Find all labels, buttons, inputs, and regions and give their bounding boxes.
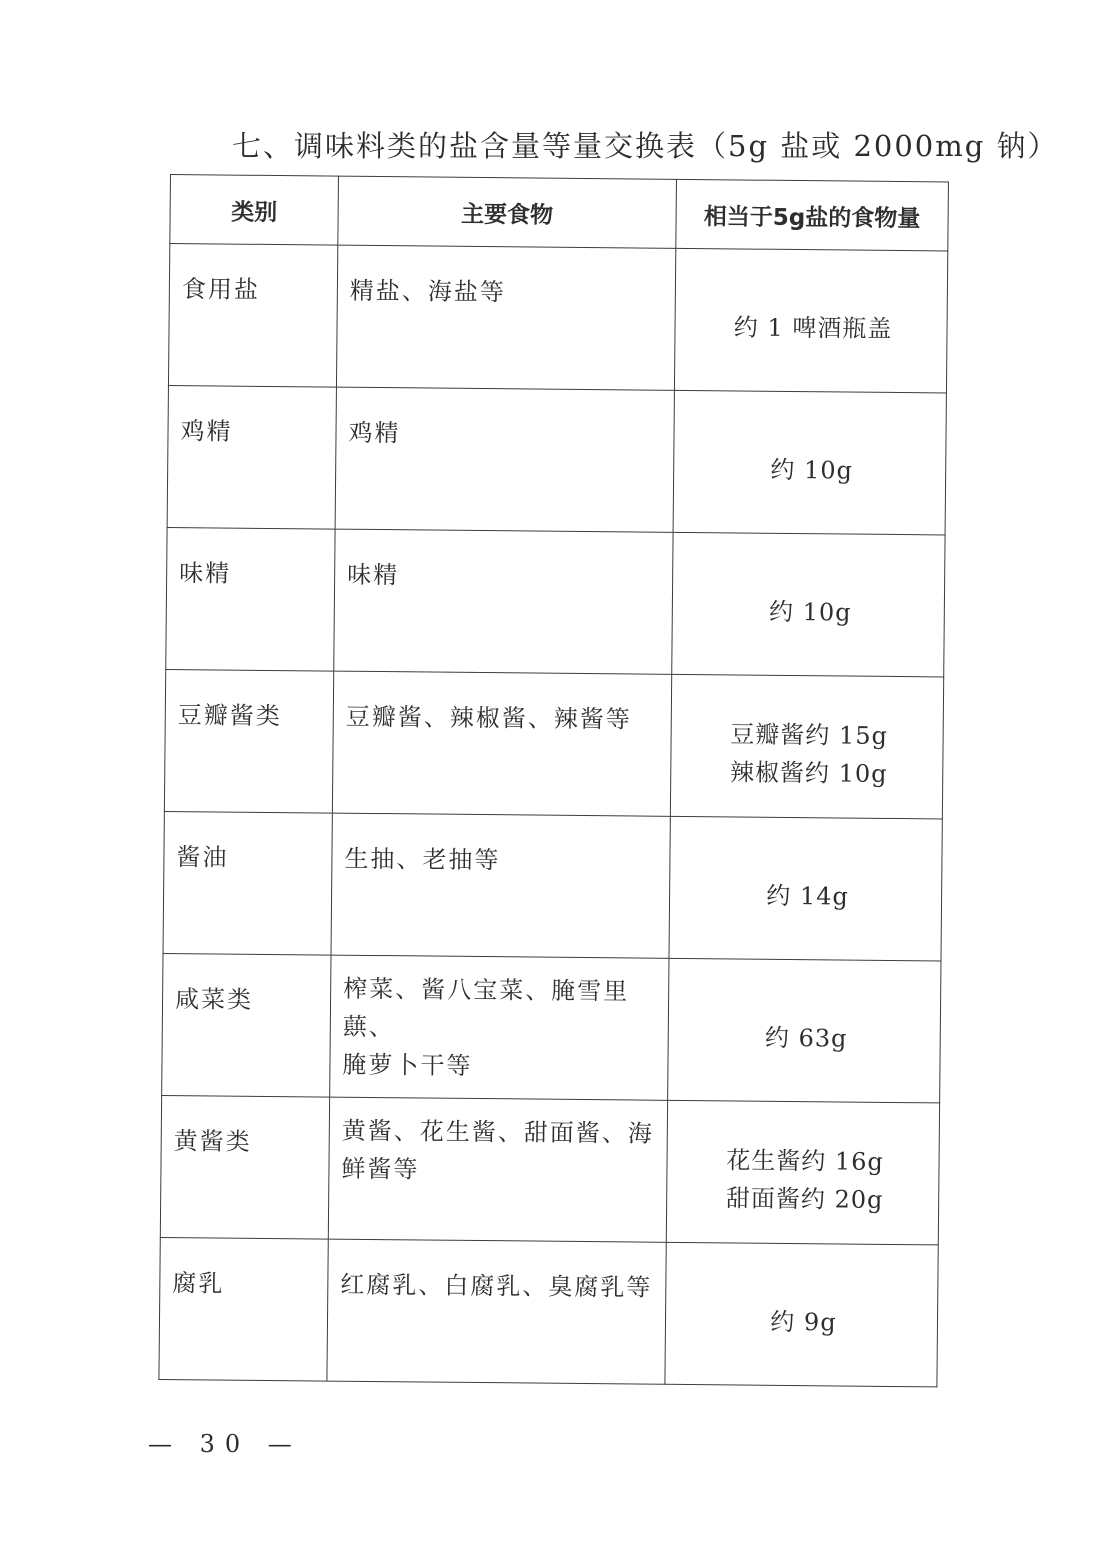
category-cell: 咸菜类: [162, 953, 331, 1097]
amount-line: 豆瓣酱约 15g: [730, 719, 889, 750]
table-row: [162, 953, 941, 1102]
amount-cell: [672, 532, 945, 677]
amount-line: 约 10g: [770, 455, 854, 485]
amount-cell: [666, 1100, 939, 1245]
category-cell: 食用盐: [168, 244, 337, 388]
foods-line: 味精: [347, 560, 400, 590]
table-row: [166, 527, 945, 676]
amount-line: 约 14g: [766, 881, 850, 911]
foods-cell: [335, 387, 674, 532]
amount-cell: [673, 390, 946, 535]
table-row: [160, 1095, 939, 1244]
amount-line: 辣椒酱约 10g: [729, 757, 888, 788]
amount-cell: [669, 816, 942, 961]
foods-cell: [331, 813, 670, 958]
page-title: 七、调味料类的盐含量等量交换表（5g 盐或 2000mg 钠）: [232, 129, 1059, 163]
amount-cell: [670, 674, 943, 819]
amount-line: 约 63g: [764, 1023, 848, 1053]
table-row: [163, 811, 942, 960]
foods-cell: [327, 1239, 666, 1384]
salt-exchange-table: [158, 174, 949, 1387]
category-cell: 豆瓣酱类: [164, 669, 333, 813]
amount-cell: [665, 1242, 938, 1387]
amount-line: 约 1 啤酒瓶盖: [733, 312, 893, 343]
foods-line: 黄酱、花生酱、甜面酱、海: [341, 1116, 654, 1148]
foods-cell: [334, 529, 673, 674]
amount-cell: [668, 958, 941, 1103]
foods-line: 榨菜、酱八宝菜、腌雪里蕻、: [342, 974, 630, 1042]
category-cell: 味精: [166, 527, 335, 671]
foods-cell: [332, 671, 671, 816]
amount-line: 约 9g: [770, 1307, 837, 1336]
table-header-row: [170, 175, 949, 251]
table-row: [164, 669, 943, 818]
amount-line: 花生酱约 16g: [726, 1145, 884, 1176]
category-cell: 酱油: [163, 811, 332, 955]
foods-line: 精盐、海盐等: [349, 276, 507, 307]
foods-line: 豆瓣酱、辣椒酱、辣酱等: [345, 702, 632, 734]
foods-cell: [330, 955, 669, 1100]
page-number: — 30 —: [148, 1430, 302, 1458]
header-amount: 相当于5g盐的食物量: [676, 179, 949, 251]
category-cell: 黄酱类: [160, 1095, 329, 1239]
foods-cell: [336, 245, 675, 390]
foods-line: 鲜酱等: [341, 1154, 420, 1184]
category-cell: 腐乳: [159, 1237, 328, 1381]
amount-cell: [674, 248, 947, 393]
table-row: [168, 244, 947, 393]
foods-line: 生抽、老抽等: [344, 844, 501, 875]
table-row: [167, 385, 946, 534]
table-row: [159, 1237, 938, 1386]
foods-line: 鸡精: [348, 418, 401, 448]
category-cell: 鸡精: [167, 385, 336, 529]
header-category: 类别: [170, 175, 339, 246]
amount-line: 约 10g: [768, 597, 852, 627]
foods-line: 红腐乳、白腐乳、臭腐乳等: [340, 1270, 653, 1302]
foods-line: 腌萝卜干等: [342, 1050, 473, 1080]
salt-exchange-table-container: [158, 174, 948, 1387]
foods-cell: [328, 1097, 667, 1242]
header-main-foods: 主要食物: [338, 176, 677, 248]
amount-line: 甜面酱约 20g: [725, 1183, 884, 1214]
